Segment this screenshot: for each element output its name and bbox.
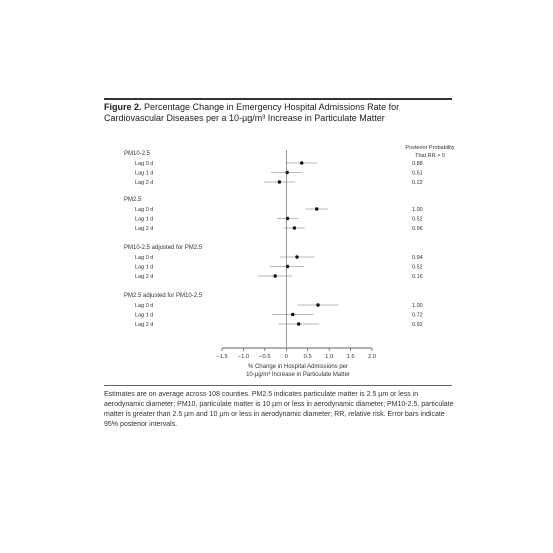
figure-caption: Estimates are on average across 108 counties. PM2.5 indicates particulate matter is 2.5 µm or less in aerodynamic diameter; PM10, particulate matter is 10 µm or less in aerodynamic diameter; PM10-2.5, particulate matter is greater than 2.5 µm and 10 µm or less in aerodynamic diameter; RR, relative risk. Error bars indicate 95% posterior intervals.: [104, 391, 454, 428]
prob-header-line1: Posterior Probability: [405, 145, 455, 151]
point-estimate: [300, 161, 303, 164]
point-estimate: [295, 255, 298, 258]
group-label: PM2.5 adjusted for PM10-2.5: [124, 293, 203, 299]
x-tick-label: 1.5: [346, 354, 355, 360]
x-tick-label: −1.0: [237, 354, 250, 360]
posterior-probability: 1.00: [412, 207, 423, 213]
lag-label: Lag 2 d: [135, 180, 154, 186]
lag-label: Lag 1 d: [135, 312, 154, 319]
x-tick-label: −1.5: [216, 354, 228, 360]
x-axis-label-line2: 10-µg/m³ Increase in Particulate Matter: [246, 372, 350, 378]
x-tick-label: 0.5: [303, 354, 312, 360]
point-estimate: [293, 226, 296, 229]
group-label: PM2.5: [124, 197, 142, 203]
group-label: PM10-2.5 adjusted for PM2.5: [124, 245, 203, 251]
figure-title-text: Percentage Change in Emergency Hospital Admissions Rate for Cardiovascular Diseases per a 10-µg/m³ Increase in Particulate Matter: [104, 102, 400, 123]
posterior-probability: 0.52: [412, 216, 423, 223]
figure-label: Figure 2.: [104, 102, 142, 112]
point-estimate: [291, 313, 294, 316]
lag-label: Lag 1 d: [135, 170, 154, 177]
lag-label: Lag 2 d: [135, 274, 154, 280]
lag-label: Lag 1 d: [135, 264, 154, 271]
lag-label: Lag 2 d: [135, 322, 154, 328]
group-label: PM10-2.5: [124, 151, 151, 157]
posterior-probability: 0.72: [412, 312, 423, 319]
lag-label: Lag 0 d: [135, 303, 154, 309]
lag-label: Lag 0 d: [135, 207, 154, 213]
lag-label: Lag 0 d: [135, 255, 154, 261]
posterior-probability: 1.00: [412, 303, 423, 309]
lag-label: Lag 0 d: [135, 161, 154, 167]
posterior-probability: 0.51: [412, 170, 423, 177]
point-estimate: [315, 207, 318, 210]
prob-header-line2: That RR > 0: [415, 153, 445, 159]
posterior-probability: 0.94: [412, 255, 423, 261]
posterior-probability: 0.96: [412, 226, 423, 232]
lag-label: Lag 1 d: [135, 216, 154, 223]
point-estimate: [278, 180, 281, 183]
point-estimate: [316, 303, 319, 306]
point-estimate: [273, 274, 276, 277]
posterior-probability: 0.16: [412, 274, 423, 280]
figure-bottom-rule: [104, 385, 452, 386]
posterior-probability: 0.88: [412, 161, 423, 167]
posterior-probability: 0.22: [412, 180, 423, 186]
x-tick-label: 0: [284, 354, 288, 360]
x-axis-label-line1: % Change in Hospital Admissions per: [247, 364, 349, 370]
lag-label: Lag 2 d: [135, 226, 154, 232]
point-estimate: [285, 171, 288, 174]
x-tick-label: 1.0: [325, 354, 334, 360]
posterior-probability: 0.52: [412, 264, 423, 271]
x-tick-label: −0.5: [259, 354, 271, 360]
point-estimate: [297, 322, 300, 325]
posterior-probability: 0.92: [412, 322, 423, 328]
x-tick-label: 2.0: [367, 354, 377, 360]
